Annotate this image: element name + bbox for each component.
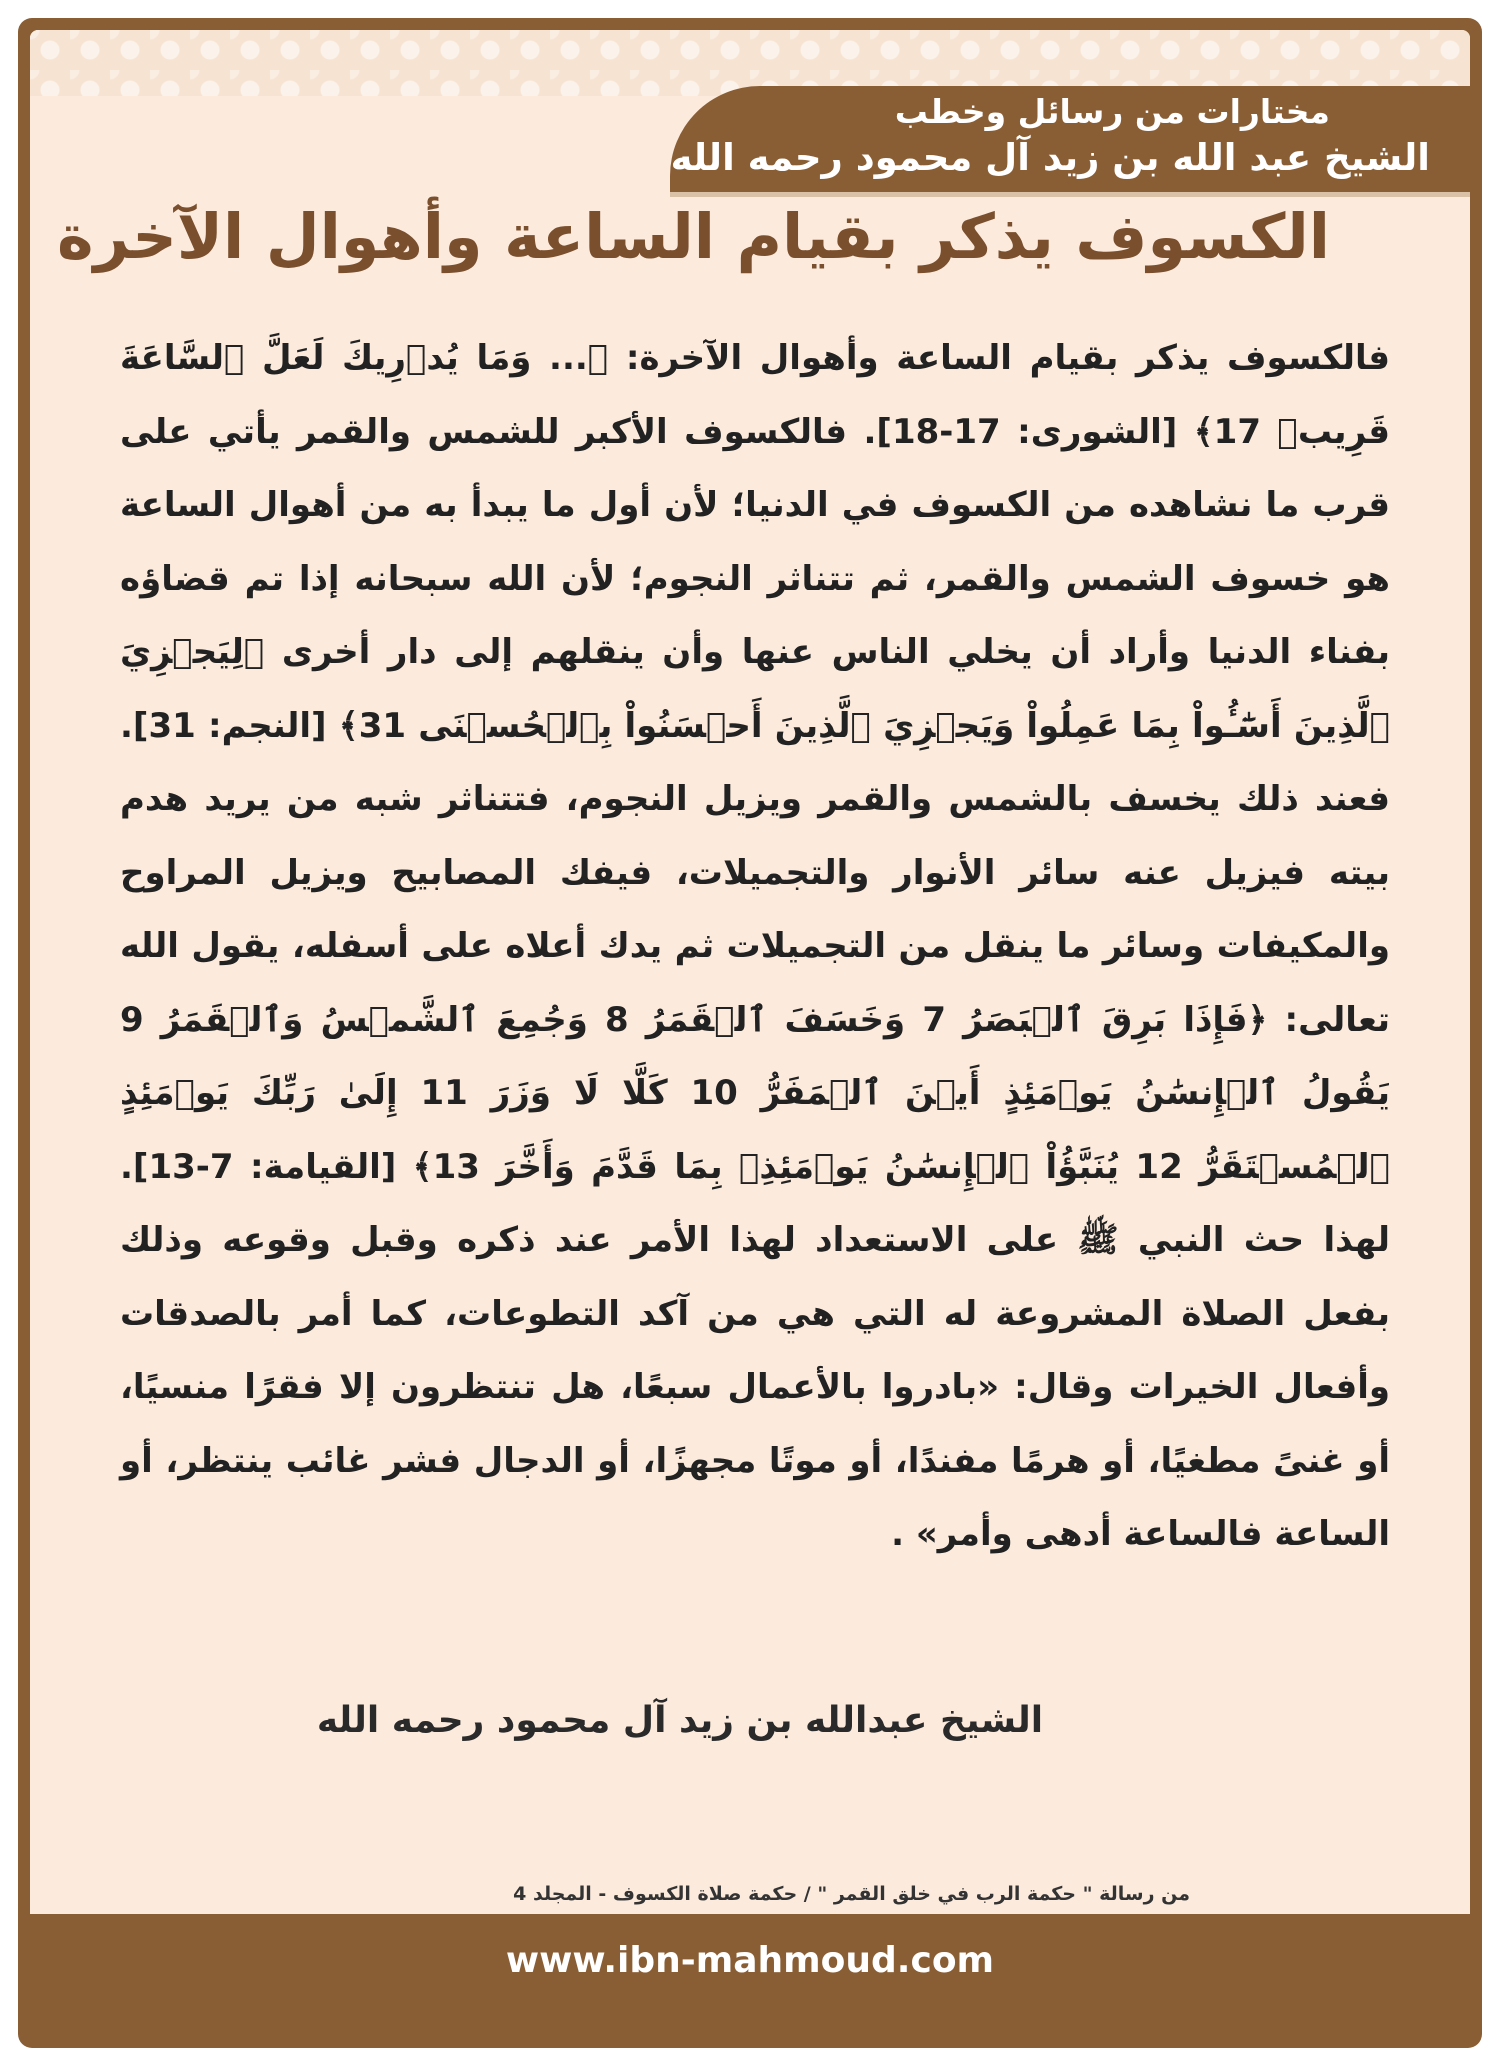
content-sheet — [30, 30, 1470, 1914]
article-body: فالكسوف يذكر بقيام الساعة وأهوال الآخرة: ﴿... وَمَا يُدۡرِيكَ لَعَلَّ ٱلسَّاعَةَ قَرِيبٞ 17﴾ [الشورى: 17-18]. فالكسوف الأكبر للشمس والقمر يأتي على قرب ما نشاهده من الكسوف في الدنيا؛ لأن أول ما يبدأ به من أهوال الساعة هو خسوف الشمس والقمر، ثم تتناثر النجوم؛ لأن الله سبحانه إذا تم قضاؤه بفناء الدنيا وأراد أن يخلي الناس عنها وأن ينقلهم إلى دار أخرى ﴿لِيَجۡزِيَ ٱلَّذِينَ أَسَٰٓـُٔواْ بِمَا عَمِلُواْ وَيَجۡزِيَ ٱلَّذِينَ أَحۡسَنُواْ بِٱلۡحُسۡنَى 31﴾ [النجم: 31]. فعند ذلك يخسف بالشمس والقمر ويزيل النجوم، فتتناثر شبه من يريد هدم بيته فيزيل عنه سائر الأنوار والتجميلات، فيفك المصابيح ويزيل المراوح والمكيفات وسائر ما ينقل من التجميلات ثم يدك أعلاه على أسفله، يقول الله تعالى: ﴿فَإِذَا بَرِقَ ٱلۡبَصَرُ 7 وَخَسَفَ ٱلۡقَمَرُ 8 وَجُمِعَ ٱلشَّمۡسُ وَٱلۡقَمَرُ 9 يَقُولُ ٱلۡإِنسَٰنُ يَوۡمَئِذٍ أَيۡنَ ٱلۡمَفَرُّ 10 كَلَّا لَا وَزَرَ 11 إِلَىٰ رَبِّكَ يَوۡمَئِذٍ ٱلۡمُسۡتَقَرُّ 12 يُنَبَّؤُاْ ٱلۡإِنسَٰنُ يَوۡمَئِذِۭ بِمَا قَدَّمَ وَأَخَّرَ 13﴾ [القيامة: 7-13]. لهذا حث النبي ﷺ على الاستعداد لهذا الأمر عند ذكره وقبل وقوعه وذلك بفعل الصلاة المشروعة له التي هي من آكد التطوعات، كما أمر بالصدقات وأفعال الخيرات وقال: «بادروا بالأعمال سبعًا، هل تنتظرون إلا فقرًا منسيًا، أو غنىً مطغيًا، أو هرمًا مفندًا، أو موتًا مجهزًا، أو الدجال فشر غائب ينتظر، أو الساعة فالساعة أدهى وأمر» . — [120, 338, 1391, 1554]
header-series-title: مختارات من رسائل وخطب — [894, 92, 1330, 131]
article-title: الكسوف يذكر بقيام الساعة وأهوال الآخرة — [57, 200, 1330, 273]
header-author-name: الشيخ عبد الله بن زيد آل محمود رحمه الله — [670, 136, 1430, 179]
header-banner — [670, 86, 1470, 192]
author-signature: الشيخ عبدالله بن زيد آل محمود رحمه الله — [316, 1700, 1044, 1741]
source-citation: من رسالة " حكمة الرب في خلق القمر " / حكمة صلاة الكسوف - المجلد 4 — [513, 1883, 1190, 1905]
website-link[interactable]: www.ibn-mahmoud.com — [505, 1940, 995, 1981]
